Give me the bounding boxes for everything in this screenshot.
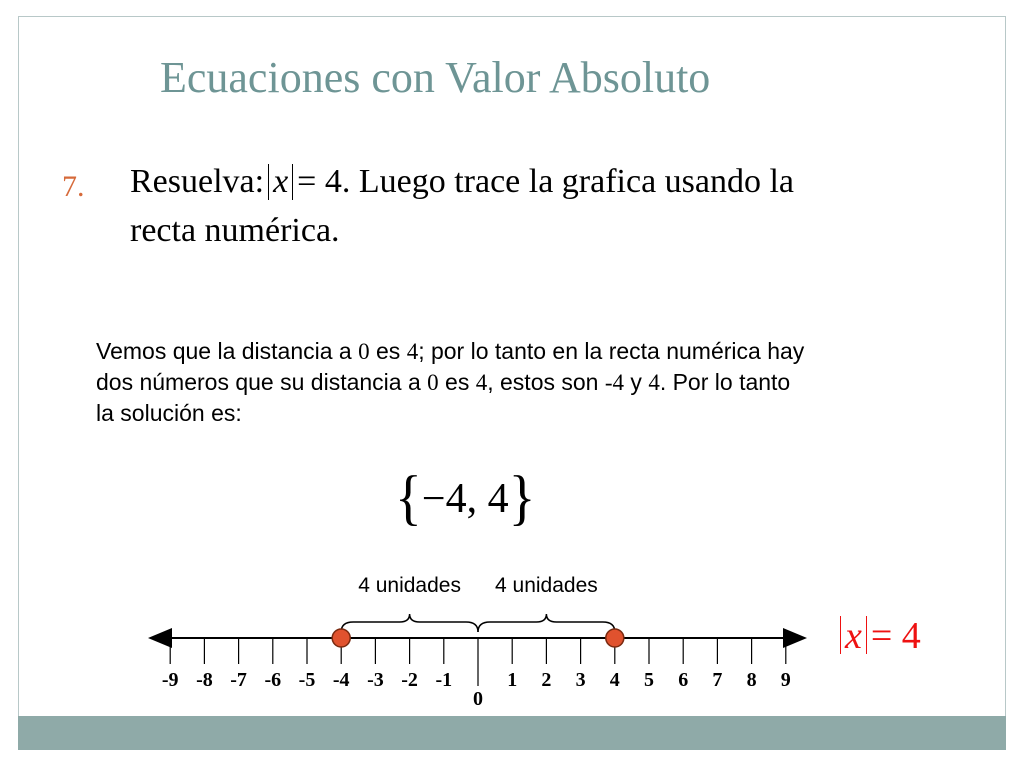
paragraph-line-3: la solución es: [96,400,242,426]
right-curly-brace [478,614,615,632]
math-number: 0 [358,339,370,364]
solution-point [606,629,624,647]
equation-right-side: = 4 [297,163,342,200]
tick-label: -7 [230,669,247,691]
number-line-tick-labels [162,669,791,710]
tick-label: 2 [541,669,552,691]
text-run: dos números que su distancia a [96,369,428,395]
tick-label: -4 [332,669,350,691]
tick-label: -2 [401,669,418,691]
text-run: . Por lo tanto [659,369,791,395]
text-run: y [624,369,649,395]
math-number: -4 [604,370,625,395]
tick-label: -5 [298,669,316,691]
item-number: 7. [62,170,85,203]
solution-values: −4, 4 [421,476,509,522]
math-number: 0 [427,370,439,395]
tick-label: 1 [507,669,518,691]
text-run: , estos son [487,369,605,395]
number-line-ticks [170,638,786,686]
tick-label: 5 [644,669,654,691]
close-brace: } [508,463,536,533]
text-run: es [438,369,476,395]
tick-label: -8 [196,669,213,691]
open-brace: { [395,463,422,533]
math-number: 4 [648,370,660,395]
red-equation-right-side: = 4 [870,615,921,657]
tick-label: -6 [264,669,282,691]
equation-variable: x [273,163,289,200]
tick-label: 6 [678,669,689,691]
problem-instruction: . Luego trace la grafica usando la [341,163,795,200]
tick-label: -3 [367,669,384,691]
tick-label: 3 [575,669,586,691]
math-number: 4 [406,339,419,364]
text-run: Vemos que la distancia a [96,338,359,364]
text-run: es [369,338,407,364]
tick-label: -9 [161,669,179,691]
tick-label: 4 [609,669,620,691]
text-run: ; por lo tanto en la recta numérica hay [418,338,805,364]
tick-label: 7 [712,669,723,691]
tick-label: 9 [780,669,791,691]
left-distance-label: 4 unidades [358,574,461,597]
tick-label: -1 [435,669,453,691]
problem-statement-line-2: recta numérica. [130,212,340,249]
slide-title: Ecuaciones con Valor Absoluto [160,53,711,102]
tick-label: 8 [746,669,757,691]
solution-point [332,629,350,647]
math-number: 4 [475,370,488,395]
tick-label: 0 [473,688,483,710]
right-distance-label: 4 unidades [495,574,598,597]
left-curly-brace [341,614,478,632]
resuelva-label: Resuelva: [130,163,265,200]
red-equation-variable: x [845,615,862,657]
